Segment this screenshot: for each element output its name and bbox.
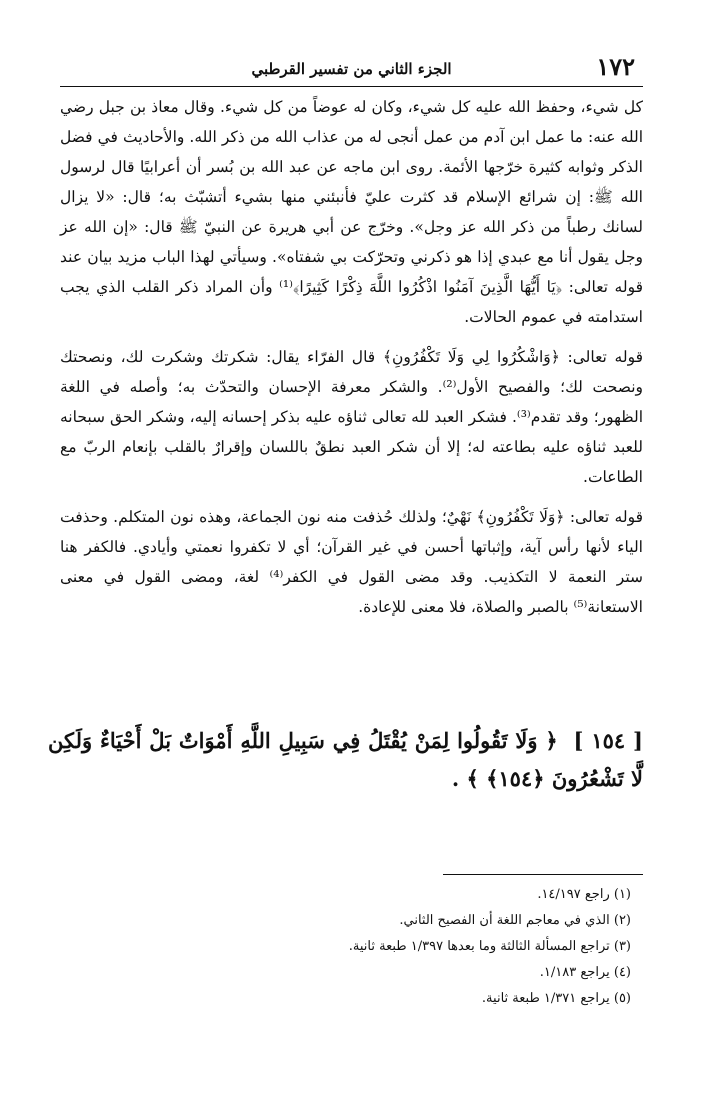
quran-verse — [48, 722, 643, 798]
footnote: (٢) الذي في معاجم اللغة أن الفصيح الثاني. — [399, 913, 631, 928]
page-number: ١٧٢ — [596, 52, 635, 81]
verse-number: [ ١٥٤ ] — [573, 728, 643, 753]
footnote-divider — [443, 874, 643, 875]
page-header — [60, 52, 643, 87]
footnote: (٣) تراجع المسألة الثالثة وما بعدها ١/٣٩٧ طبعة ثانية. — [348, 939, 631, 954]
footnote: (٥) يراجع ١/٣٧١ طبعة ثانية. — [481, 991, 631, 1006]
main-text — [60, 92, 643, 632]
verse-text: ﴿ وَلَا تَقُولُوا لِمَنْ يُقْتَلُ فِي سَبِيلِ اللَّهِ أَمْوَاتٌ بَلْ أَحْيَاءٌ وَلَكِن لَّا تَشْعُرُونَ ﴿١٥٤﴾ ﴾ . — [48, 728, 643, 791]
footnote: (٤) يراجع ١/١٨٣. — [539, 965, 631, 980]
footnote: (١) راجع ١٤/١٩٧. — [537, 887, 631, 902]
running-title: الجزء الثاني من تفسير القرطبي — [251, 60, 452, 78]
paragraph: قوله تعالى: ﴿وَاشْكُرُوا لِي وَلَا تَكْفُرُونِ﴾ قال الفرّاء يقال: شكرتك وشكرت لك، ونصحتك ونصحت لك؛ والفصيح الأول⁽²⁾. والشكر معرفة الإحسان والتحدّث به؛ وأصله في اللغة الظهور؛ وقد تقدم⁽³⁾. فشكر العبد لله تعالى ثناؤه عليه بذكر إحسانه إليه، وشكر الحق سبحانه للعبد ثناؤه عليه بطاعته له؛ إلا أن شكر العبد نطقٌ باللسان وإقرارٌ بالقلب بإنعام الربّ مع الطاعات. — [60, 348, 643, 486]
footnotes-list — [200, 882, 631, 1012]
paragraph: كل شيء، وحفظ الله عليه كل شيء، وكان له عوضاً من كل شيء. وقال معاذ بن جبل رضي الله عنه: ما عمل ابن آدم من عمل أنجى له من عذاب الله من ذكر الله. والأحاديث في فضل الذكر وثوابه كثيرة خرّجها الأئمة. روى ابن ماجه عن عبد الله بن بُسر أن أعرابيًا قال لرسول الله ﷺ: إن شرائع الإسلام قد كثرت عليّ فأنبئني منها بشيء أتشبّث به؛ قال: «لا يزال لسانك رطباً من ذكر الله عز وجل». وخرّج عن أبي هريرة عن النبيّ ﷺ قال: «إن الله عز وجل يقول أنا مع عبدي إذا هو ذكرني وتحرّكت بي شفتاه». وسيأتي لهذا الباب مزيد بيان عند قوله تعالى: ﴿يَا أَيُّهَا الَّذِينَ آمَنُوا اذْكُرُوا اللَّهَ ذِكْرًا كَثِيرًا﴾⁽¹⁾ وأن المراد ذكر القلب الذي يجب استدامته في عموم الحالات. — [60, 98, 643, 326]
paragraph: قوله تعالى: ﴿وَلَا تَكْفُرُونِ﴾ نَهْيٌ؛ ولذلك حُذفت منه نون الجماعة، وهذه نون المتكلم. وحذفت الياء لأنها رأس آية، وإثباتها أحسن في غير القرآن؛ أي لا تكفروا نعمتي وأيادي. فالكفر هنا ستر النعمة لا التكذيب. وقد مضى القول في الكفر⁽⁴⁾ لغة، ومضى القول في معنى الاستعانة⁽⁵⁾ بالصبر والصلاة، فلا معنى للإعادة. — [60, 508, 643, 616]
